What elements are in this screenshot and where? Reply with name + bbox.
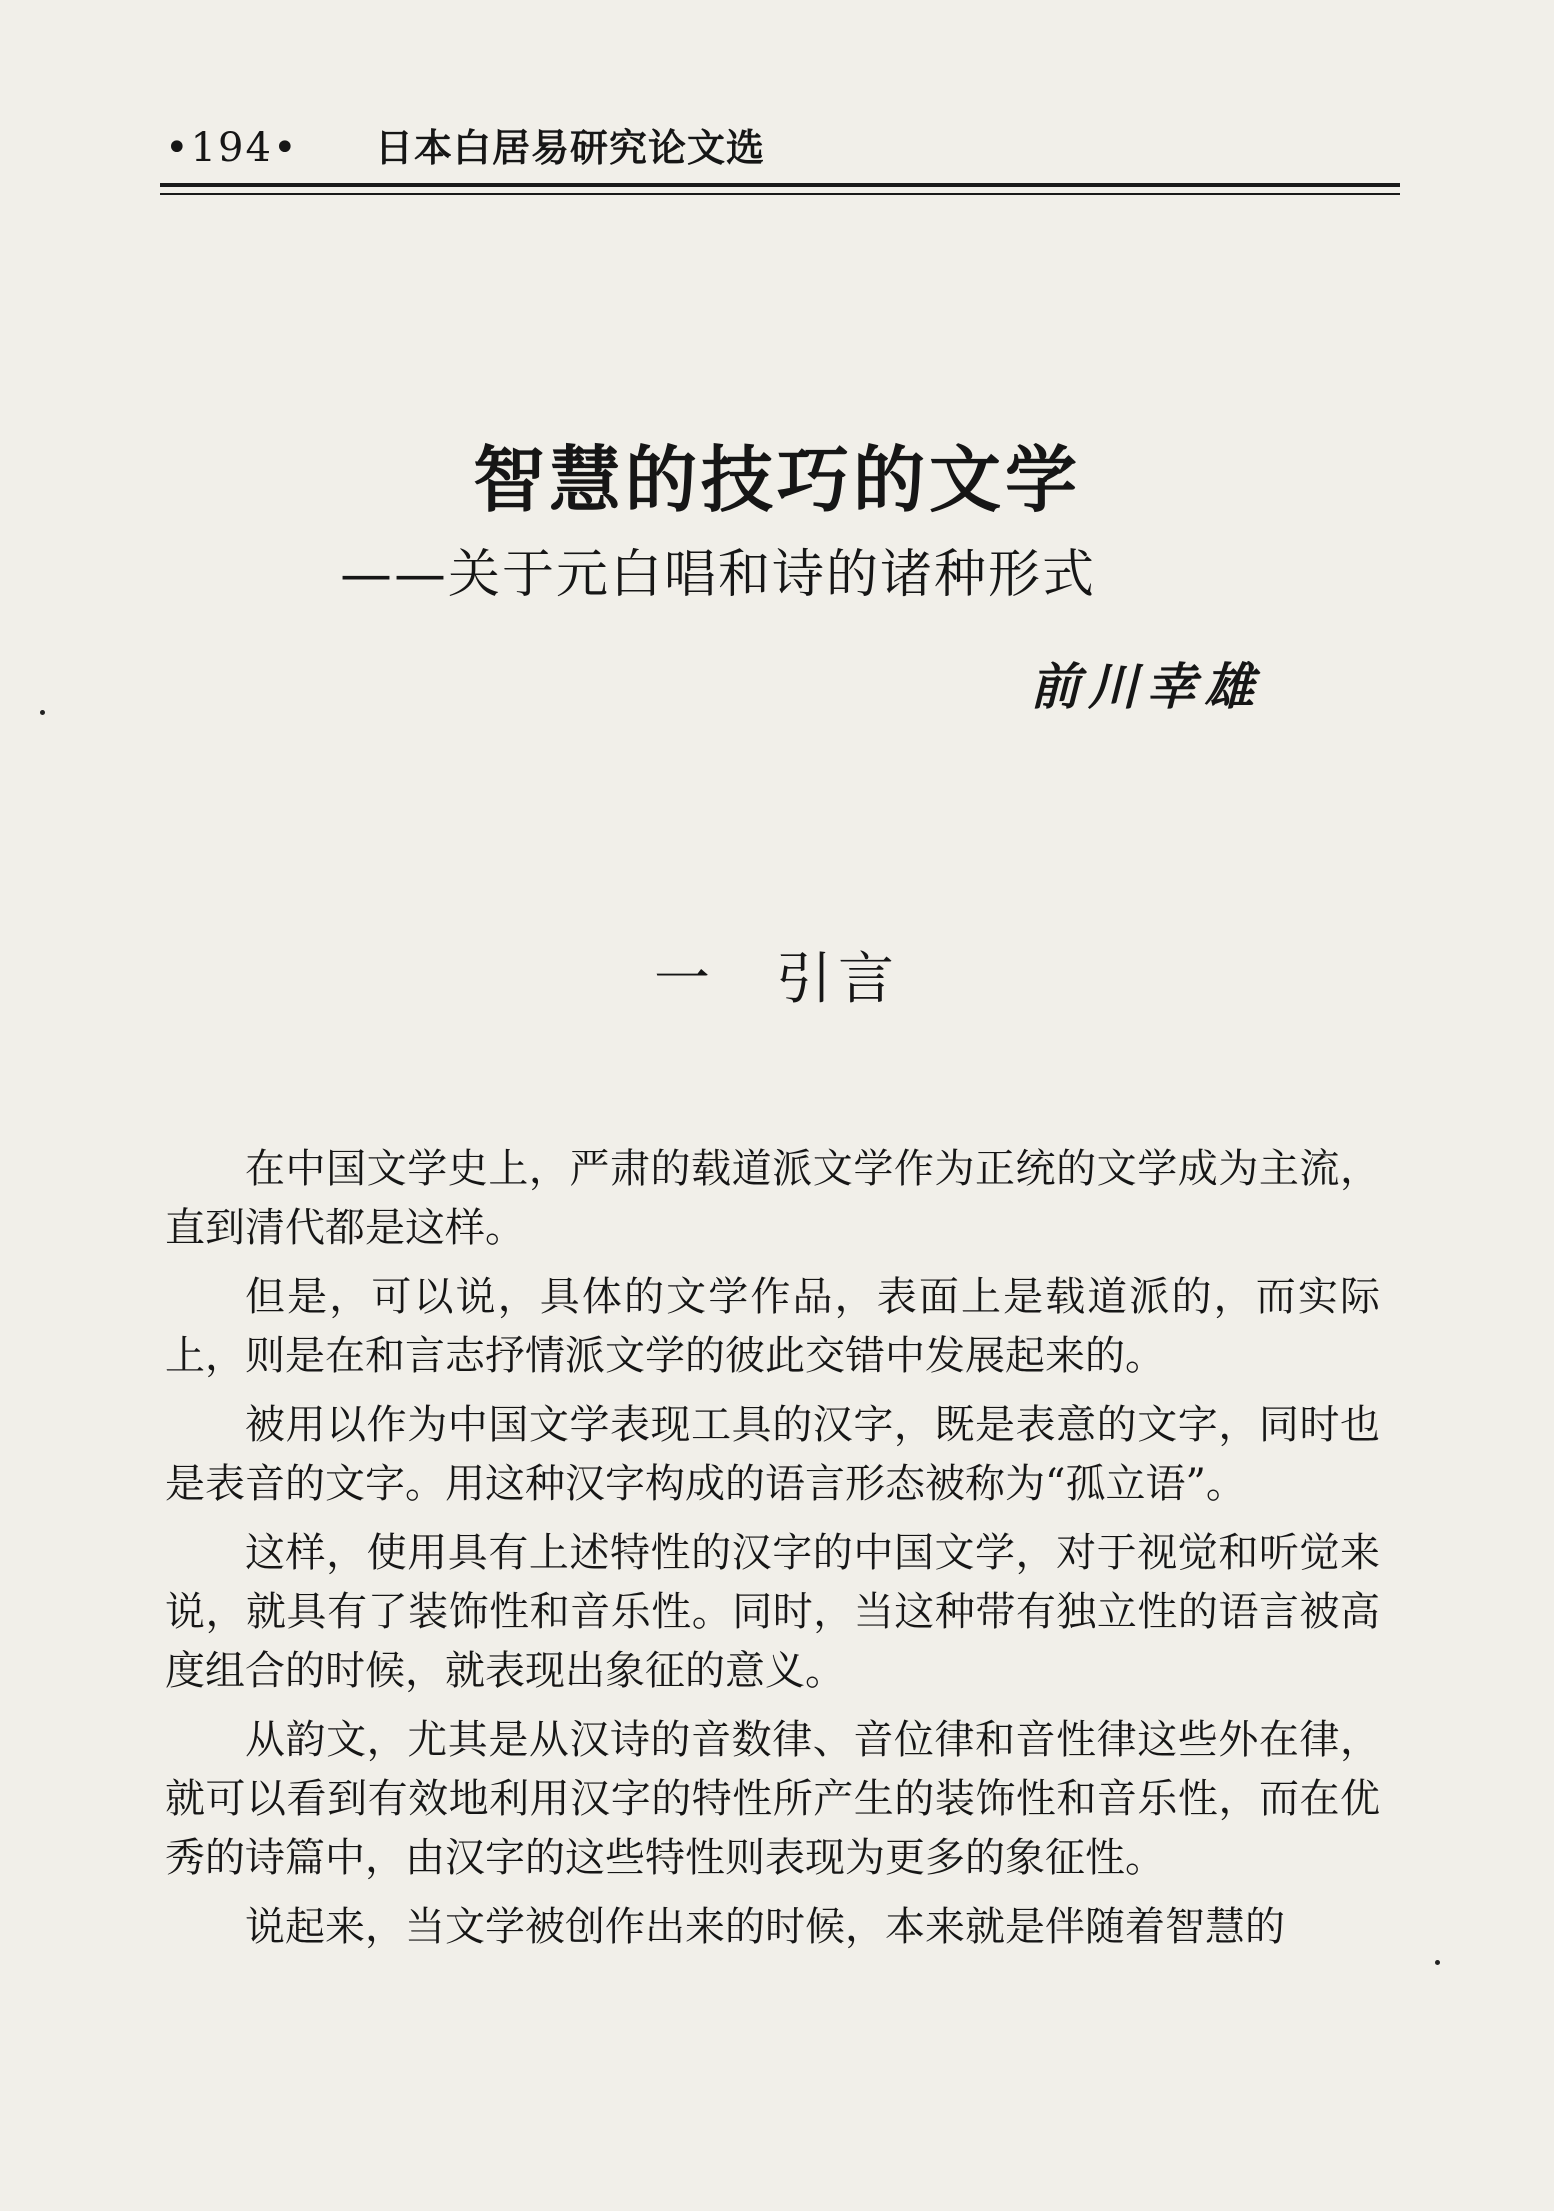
header-rule-thick <box>160 183 1400 187</box>
article-subtitle: ——关于元白唱和诗的诸种形式 <box>340 545 1097 605</box>
paragraph: 被用以作为中国文学表现工具的汉字，既是表意的文字，同时也是表音的文字。用这种汉字构成的语言形态被称为“孤立语”。 <box>165 1402 1380 1507</box>
ink-speck <box>1435 1960 1440 1965</box>
header-rule-thin <box>160 193 1400 195</box>
paragraph: 说起来，当文学被创作出来的时候，本来就是伴随着智慧的 <box>245 1904 1285 1950</box>
running-title: 日本白居易研究论文选 <box>375 126 766 170</box>
paragraph: 从韵文，尤其是从汉诗的音数律、音位律和音性律这些外在律，就可以看到有效地利用汉字的特性所产生的装饰性和音乐性，而在优秀的诗篇中，由汉字的这些特性则表现为更多的象征性。 <box>165 1717 1380 1881</box>
page-header <box>165 122 1395 174</box>
paragraph: 这样，使用具有上述特性的汉字的中国文学，对于视觉和听觉来说，就具有了装饰性和音乐性。同时，当这种带有独立性的语言被高度组合的时候，就表现出象征的意义。 <box>165 1530 1380 1694</box>
body-text <box>165 1140 1380 1967</box>
paragraph: 在中国文学史上，严肃的载道派文学作为正统的文学成为主流，直到清代都是这样。 <box>165 1146 1380 1251</box>
article-author: 前川幸雄 <box>1030 657 1262 716</box>
ink-speck <box>40 710 45 715</box>
section-heading <box>0 940 1554 1020</box>
paragraph: 但是，可以说，具体的文学作品，表面上是载道派的，而实际上，则是在和言志抒情派文学的彼此交错中发展起来的。 <box>165 1274 1380 1379</box>
article-title: 智慧的技巧的文学 <box>472 437 1081 522</box>
section-number: 一 <box>654 947 716 1012</box>
page-number: •194• <box>165 125 299 171</box>
section-title: 引言 <box>776 947 900 1012</box>
